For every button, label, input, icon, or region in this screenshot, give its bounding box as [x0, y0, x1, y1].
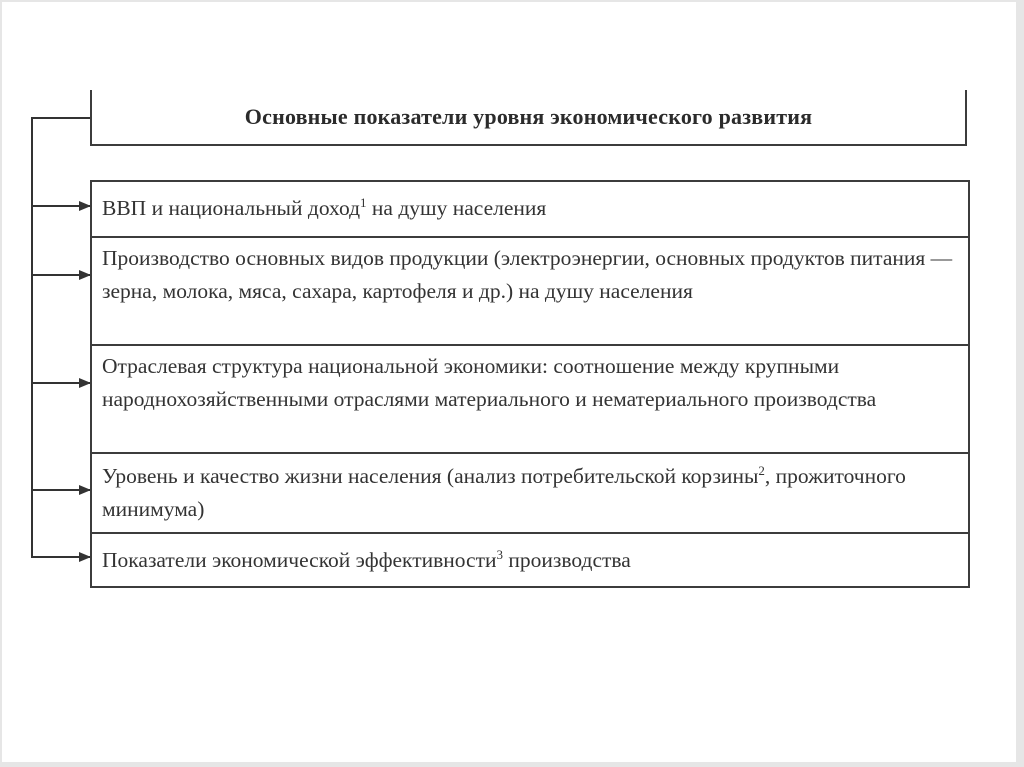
footnote-mark: 1: [360, 194, 367, 210]
indicator-text-tail: на душу населения: [366, 196, 547, 220]
footnote-mark: 3: [496, 546, 504, 562]
indicator-text: Показатели экономической эффективности: [102, 548, 497, 572]
indicator-text: ВВП и национальный доход: [102, 196, 361, 220]
indicator-text-tail: , прожиточного минимума): [102, 464, 906, 521]
diagram-title: Основные показатели уровня экономического развития: [244, 104, 813, 129]
indicator-text: Производство основных видов продукции (электроэнергии, основных продуктов питания — зерна, молока, мяса, сахара, картофеля и др.) на душу населения: [102, 246, 953, 303]
indicator-text: Уровень и качество жизни населения (анализ потребительской корзины: [102, 464, 759, 488]
indicator-item: [92, 452, 968, 532]
indicator-item: [92, 236, 968, 344]
diagram-header-box: [90, 90, 967, 146]
footnote-mark: 2: [758, 462, 765, 478]
indicators-list: [90, 180, 970, 588]
indicator-item: [92, 182, 968, 236]
indicator-item: [92, 532, 968, 586]
indicator-text: Отраслевая структура национальной экономики: соотношение между крупными народнохозяйственными отраслями материального и нематериального производства: [102, 354, 877, 411]
indicator-item: [92, 344, 968, 452]
indicator-text-tail: производства: [503, 548, 631, 572]
